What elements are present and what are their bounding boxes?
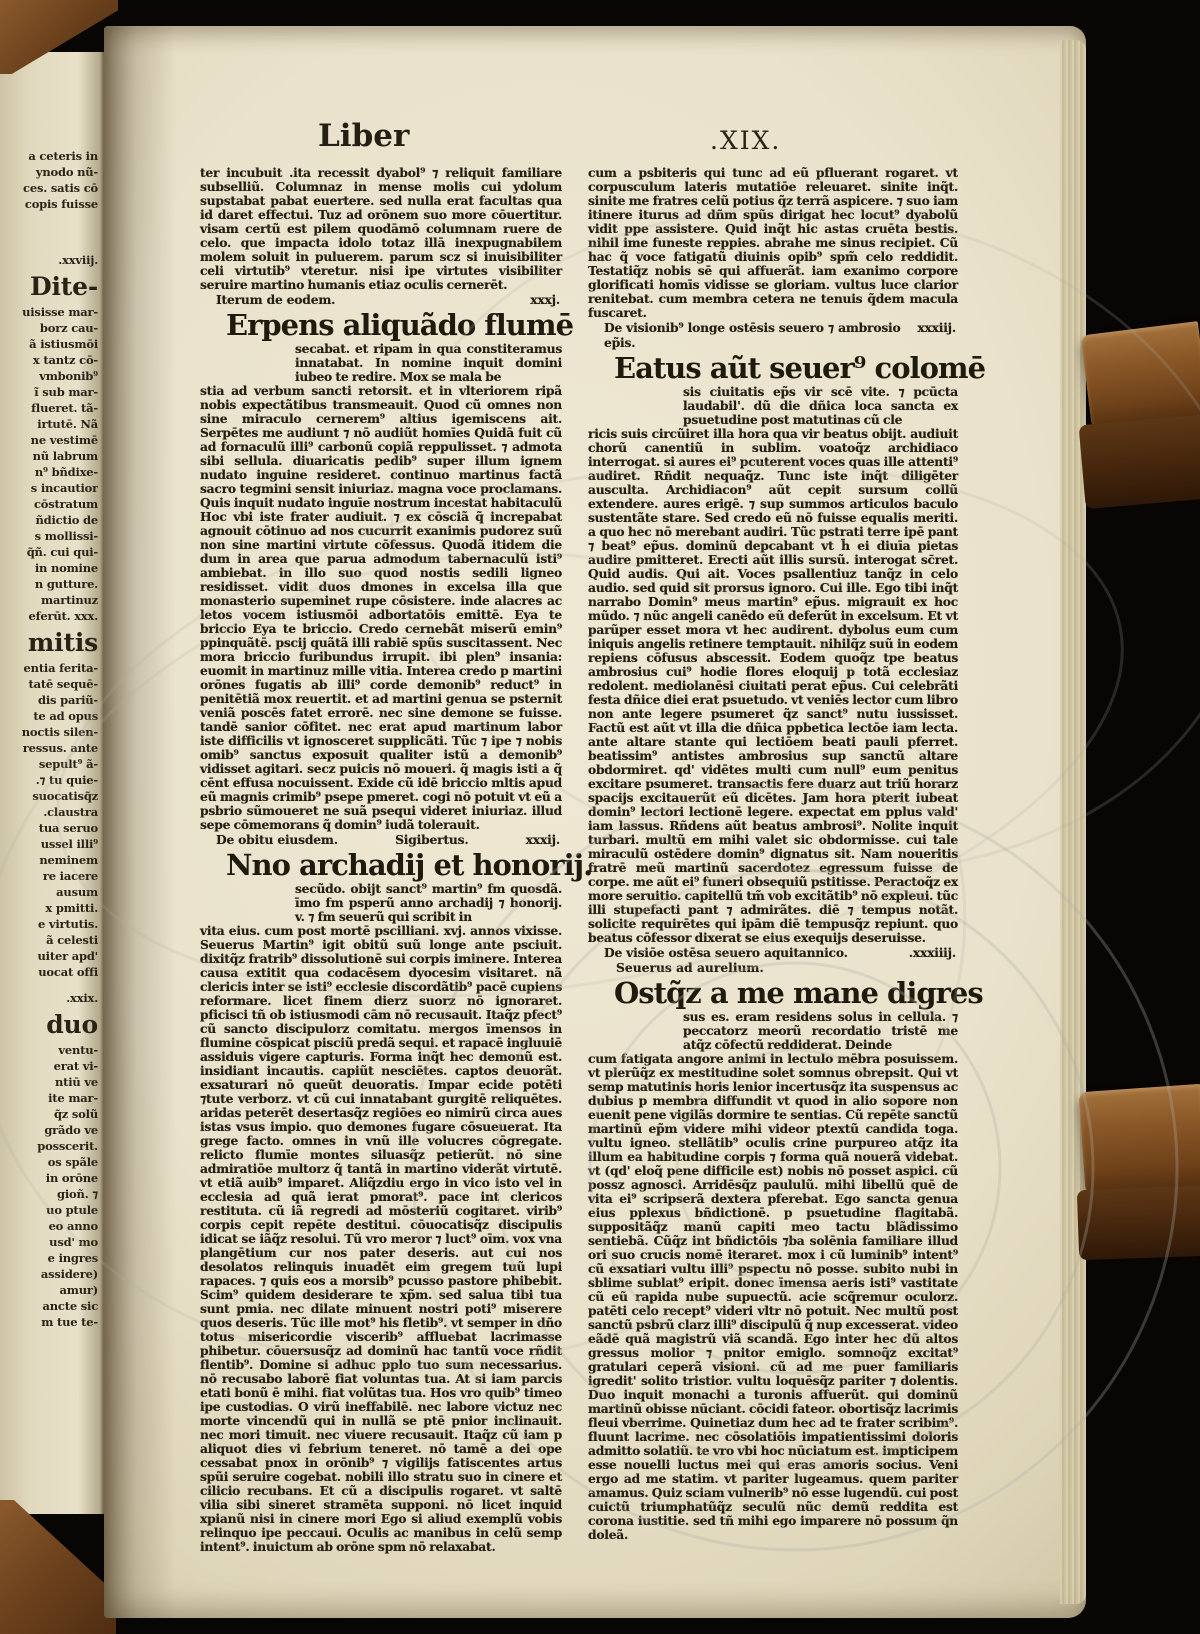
chapter-heading-beatus-severus: Eatus aũt seuer⁹ colomē [614, 351, 986, 385]
chapter-number: xxxij. [525, 832, 560, 847]
margin-line: eferūt. xxx. [28, 609, 98, 623]
marginal-text-column [0, 148, 98, 1330]
chapter-body-obitus: vita eius. cum post mortē pscilliani. xvj. annos vixisse. Seuerus Martin⁹ igit obitũ suũ longe ante psciuit. dixitq̃z fratrib⁹ dissolutionē sui corpis iminere. Interea causa extitit qua codacēsem dyocesim visitaret. nã clericis inter se isti⁹ ecclesie discordãtib⁹ pacē cupiens reformare. licet finem dierz suorz nō ignoraret. pficisci tñ ob istiusmodi cām nō recusauit. Itaq̃z pfect⁹ cũ sancto discipulorz comitatu. mergos īmensos in flumine cōspicat pisciũ predã sequi. et rapacē ingluuiē assiduis vigere capturis. Forma inq̃t hec demonũ est. insidiant incautis. capiũt nesciētes. captos deuorãt. exsaturari nō queũt deuoratis. Impar ecide potēti ⁊tute verborz. vt cũ cui innatabant gurgitē reliquētes. aridas peterēt desertasq̃z regiōes eo nimirũ circa aues istas vsus impio. quo demones fugare cōsueuerat. Ita grege facto. omnes in vnũ ille volucres cōgregate. relicto flumīe montes siluasq̃z petierũt. nō sine admiratiōe multorz q̃ tantã in martino viderãt virtutē. vt etiã auib⁹ imparet. Aliq̃zdiu ergo in vico isto vel in ecclesia ad quã ierat pmorat⁹. pace int clericos restituta. cũ iã regredi ad mōsteriũ cogitaret. virib⁹ corpis cepit repēte destitui. cōuocatisq̃z discipulis idicat se iãq̃z resolui. Tũ vro meror ⁊ luct⁹ oīm. vox vna plangētium cur nos pater deseris. aut cui nos desolatos relinquis inuadēt eim gregem tuũ lupi rapaces. ⁊ quis eos a morsib⁹ pcusso pastore phibebit. Scim⁹ quidem desiderare te xp̃m. sed salua tibi tua sunt pmia. nec dilate minuent nostri poti⁹ miserere quos deseris. Tũc ille mot⁹ his fletib⁹. vt semper in dño totus misericordie viscerib⁹ affluebat lacrimasse phibetur. cōuersusq̃z ad dominũ hac tantũ voce rñdit flentib⁹. Domine si adhuc pplo tuo sum necessarius. nō recusabo laborē fiat voluntas tua. At si iam parcis etati bonũ ē mihi. fiat volũtas tua. Hos vro quib⁹ timeo ipe custodias. O virũ ineffabilē. nec labore victuz nec morte vincendũ qui in nullã se ptē pnior inclinauit. nec mori timuit. nec viuere recusauit. Itaq̃z cũ iam p aliquot dies vi febrium teneret. nō tamē a dei ope cessabat pnox in orōnib⁹ ⁊ vigilijs fatiscentes artus spũi seruire cogebat. nobili illo stratu suo in cinere et cilicio recubans. Et cũ a discipulis rogaret. vt saltē vilia sibi sineret stramēta supponi. nō licet inquid xpianũ nisi in cinere mori Ego si aliud exemplũ vobis relinquo ipe peccaui. Oculis ac manibus in celũ semp intent⁹. inuictum ab orōne spm nō relaxabat. [200, 923, 562, 1554]
rubric-de-visionibus [588, 320, 958, 350]
margin-line: ĩ sub mar- [34, 385, 98, 399]
running-head-liber: Liber [318, 118, 410, 154]
margin-line: suocatisq̃z [32, 789, 98, 803]
margin-line: usd' mo [49, 1235, 98, 1249]
margin-line: nũ labrum [32, 449, 98, 463]
margin-line: ã istiusmōi [29, 337, 98, 351]
chapter-lead-lines: sus es. eram residens solus in cellula. ⁊ peccatorz meorũ recordatio tristē me atq̃z cōfectũ reddiderat. Deinde [683, 1009, 958, 1052]
margin-line: q̃ñ. cui qui- [26, 545, 98, 559]
rubric-de-visione [588, 945, 958, 960]
margin-line: .xxviij. [58, 253, 98, 267]
chapter-number: xxxiij. [917, 320, 956, 335]
margin-line: flueret. tã- [31, 401, 98, 415]
margin-line: copis fuisse [24, 197, 98, 211]
chapter-body-serpens: stia ad verbum sancti retorsit. et in vlteriorem ripã nobis expectãtibus transmeauit. Quod cũ omnes non sine miraculo cernerem⁹ altius igemiscens ait. Serpētes me audiunt ⁊ nō audiũt homīes Quidā fuit cũ ad fornaculũ illi⁹ carbonũ copiã reppulisset. ⁊ admota sibi sellula. diuaricatis pedib⁹ super illum ignem nudato inguine resideret. continuo martinus factã sacro tegmini sensit iniuriaz. magna voce proclamans. Quis inquit nudato inguīe nostrum incestat habitaculũ Hoc vbi iste frater audiuit. ⁊ ex cōsciã q̃ increpabat agnouit cōtinuo ad nos cucurrit exanimis pudorez suũ non sine martini virtute cōfessus. Quodã itidem die dum in area que parua admodum tabernaculũ isti⁹ ambiebat. in illo suo quod nostis sedili ligneo residisset. vidit duos dmones in excelsa illa que monasterio supeminet rupe cōsistere. inde alacres ac letos vocem istiusmōi adbortatōis emittē. Eya te briccio Eya te briccio. Credo cernebãt miserũ emin⁹ ppinquãtē. pscij quãtã illi rabiē spũs suscitassent. Nec mora briccio furibundus irrupit. ibi plen⁹ insania: euomit in martinuz mille vitia. Interea credo p martini orōnes fugatis ab illi⁹ corde demonib⁹ reduct⁹ in penitētiã mox reuertit. et ad martini genua se psternit veniã poscēs fatet errorē. nec sine demone se fuisse. tandē sanior cōfitet. nec erat apud martinum labor iste difficilis vt ignosceret supplicãti. Tũc ⁊ ipe ⁊ nobis omib⁹ sanctus exposuit qualiter istũ a demonib⁹ vidisset agitari. secz puicis nō moueri. q̃ magis isti a q̃ cēnt effusa nocuissent. Exide cũ idē briccio mltis apud eũ magnis crimib⁹ psepe pmeret. cogi nō potuit vt eũ a psbrio sũmoueret ne suã psequi videret iniuriaz. illud sepe cōmemorans q̃ domin⁹ iudã tolerauit. [200, 383, 562, 832]
margin-line: uo ptule [46, 1203, 98, 1217]
chapter-lead-lines: secabat. et ripam in qua constiteramus innatabat. In nomine inquit domini iubeo te redire. Mox se mala be [295, 341, 562, 384]
margin-line: ite mar- [48, 1091, 98, 1105]
rubric-de-obitu [200, 832, 562, 847]
margin-line: in nomine [34, 561, 98, 575]
margin-line: mitis [27, 628, 98, 657]
book-page [104, 26, 1086, 1618]
margin-line: tatē sequē- [28, 677, 98, 691]
chapter-body-visions: ricis suis circũiret illa hora qua vir beatus obijt. audiuit chorũ canentiũ in sublim. voatoq̃z archidiaco interrogat. si aures ei⁹ pcuterent voces quas ille attenti⁹ audiret. Rñdit nequaq̃z. Tunc iste inq̃t diligēter ausculta. Archidiacon⁹ aũt cepit sursum collũ extendere. aures erigē. ⁊ sup summos articulos baculo sustentãte stare. Sed credo eũ nō fuisse equalis meriti. a quo hec nō merebant audiri. Tũc pstrati terre ipē pant ⁊ beat⁹ ep̃us. dominũ depcabant vt h̄ ei diuīa pietas audire pmitteret. Erecti aũt illis sursũ. interogat sc̄ret. Quid audis. Qui ait. Voces psallentiuz tanq̃z in celo audio. sed quid sit prorsus ignoro. Cui ille. Ego tibi inq̃t narrabo Domin⁹ meus martin⁹ ep̃us. migrauit ex hoc mũdo. ⁊ nũc angeli canēdo eũ deferũt in excelsum. Et vt parũper esset mora vt hec audirent. dybolus eum cum iniquis angelis retinere temptauit. nihilq̃z suũ in eodem repiens cōfusus abscessit. Eodem quoq̃z tpe beatus ambrosius cui⁹ hodie flores eloquij p totã ecclesiaz redolent. mediolanēsi ciuitati perat ep̃us. Cui celebrãti festa dñice diei erat psuetudo. vt veniēs lector cum libro non ante legere psumeret q̃z sanct⁹ nutu iussisset. Factũ est aũt vt illa die dñica ppbetica lectōe iam lecta. ante altare stante qui lectiōem beati pauli pferret. beatissim⁹ antistes ambrosius sup sanctũ altare obdormiret. qd' vidētes multi cum null⁹ eum penitus excitare psumeret. transactis fere duarz aut triũ horarz spacijs excitauerũt eũ dicētes. Jam hora pterit iubeat domin⁹ lectori lectionē legere. expectat em pplus vald' iam lassus. Rñdens aũt beatus ambrosi⁹. Nolite inquit turbari. multũ em mihi valet sic obdormisse. cui tale miraculũ ostēdere domin⁹ dignatus sit. Nam noueritis fratrē meũ martinũ sacerdotez egressum fuisse de corpe. me aũt ei⁹ funeri obsequiũ pstitisse. Peractoq̃z ex more seruitio. capitellũ tm̃ vob excitãtib⁹ nō expleui. tũc illi stupefacti pant ⁊ admirãtes. diē ⁊ tempus notãt. solicite requirētes qui ipām diē tempusq̃z repiunt. quo beatus cōfessor dixerat se eius exequijs deseruisse. [588, 426, 958, 945]
margin-line: borz cau- [39, 321, 98, 335]
margin-line: Dite- [29, 272, 98, 301]
margin-line: ausum [56, 885, 98, 899]
chapter-number: .xxxiiij. [908, 945, 956, 960]
margin-line: amur) [59, 1283, 98, 1297]
chapter-body-vision-severus: cum fatigata angore animi in lectulo mēbra posuissem. vt plerũq̃z ex mestitudine solet somnus obrepsit. Qui vt semp matutinis horis lenior incertusq̃z ita suspensus ac dubius p membra diffundit vt quod in alio sopore non euenit pene vigilãs dormire te sentias. Cũ repēte sanctũ martinũ ep̃m videre mihi videor ptextũ candida toga. vultu igneo. stellãtib⁹ oculis crine purpureo atq̃z ita illum ea habitudine corpis ⁊ forma quã nouerã videbat. vt (qd' eloq̃ pene difficile est) nobis nō posset aspici. cũ possz agnosci. Arridēsq̃z paululũ. mihi libellũ quē de vita ei⁹ scripserã dextera pferebat. Ego sancta genua eius pplexus bñdictionē. p psuetudine flagitabã. suppositãq̃z manũ capiti meo tactu blãdissimo sentiebã. Cũq̃z int bñdictōis ⁊ba solēnia familiare illud ori suo crucis nomē iteraret. mox i cũ luminib⁹ intent⁹ cũ exsatiari vultu illi⁹ pspectu nō posse. subito nubi in sblime sublat⁹ eripit. donec īmensa aeris isti⁹ vastitate cũ eũ rapida nube supuectũ. acie scq̃remur oculorz. patēti celo recept⁹ videri vltr nō potuit. Nec multũ post sanctũ psbrũ clarz illi⁹ discipulũ q̃ nup excesserat. video eãdē quã magistrũ viã scandã. Ego inter hec dũ altos gressus molior ⁊ pnitor emiglo. somnoq̃z excitat⁹ gratulari ceperã visioni. cũ ad me puer familiaris igredit' solito tristior. vultu loquēsq̃z pariter ⁊ dolentis. Duo inquit monachi a turonis affuerũt. qui dominũ martinũ obisse nūciant. cōcidi fateor. obortisq̃z lacrimis fleui vberrime. Quinetiaz dum hec ad te frater scribim⁹. fluunt lacrime. nec cōsolatiōis impatientissimi doloris admitto solatiũ. te vro vbi hoc nūciatum est. impticipem esse nouelli luctus mei qui eras amoris socius. Veni ergo ad me statim. vt pariter lugeamus. quem pariter amamus. Quiz sciam vulnerib⁹ nō esse lugendũ. cui post cuictũ triumphatũq̃z seculũ nũc demũ reddita est corona iustitie. sed tñ mihi ego imparere nō possum q̃n doleã. [588, 1051, 959, 1542]
rubric-source: Sigibertus. [395, 832, 469, 847]
facing-page-edge [0, 52, 104, 1514]
margin-line: ynodo nũ- [35, 165, 98, 179]
chapter-heading-serpens: Erpens aliquãdo flumē [226, 308, 574, 342]
leather-strap-face [1079, 1084, 1200, 1196]
margin-line: m tue te- [41, 1315, 98, 1329]
margin-line: os spãle [47, 1155, 98, 1169]
leather-strap-shadow [1077, 1186, 1200, 1260]
margin-line: irtutē. Nã [37, 417, 98, 431]
margin-line: dis pariũ- [38, 693, 98, 707]
paragraph-miracle-column: ter incubuit .ita recessit dyabol⁹ ⁊ reliquit familiare subselliũ. Columnaz in mense molis cui ydolum supstabat pabat euertere. sed nulla erat facultas qua id daret effectui. Tuz ad orōnem suo more cōuertitur. visam certũ est pilem quodāmō columnam ruere de celo. que impacta idolo totaz illā inexpugnabilem molem soluit in puluerem. parum scz si inuisibiliter celi virtutib⁹ vteretur. nisi ipe virtutes visibiliter seruire martino humanis etiaz oculis cernerēt. [200, 165, 562, 292]
rubric-label: Iterum de eodem. [216, 292, 336, 307]
margin-line: neminem [39, 853, 98, 867]
rubric-label: De visiōe ostēsa seuero aquitannico. [604, 945, 848, 960]
margin-line: .xxix. [66, 991, 98, 1005]
chapter-lead-lines: sis ciuitatis ep̃s vir scē vite. ⁊ pcūcta laudabil'. dũ die dñica loca sancta ex psuetudine post matutinas cũ cle [683, 384, 958, 427]
margin-line: e ingres [47, 1251, 98, 1265]
chapter-lead-lines: secũdo. obijt sanct⁹ martin⁹ fm quosdã. īmo fm psperũ anno archadij ⁊ honorij. v. ⁊ fm seuerũ qui scribit in [295, 881, 562, 924]
margin-line: ancte sic [42, 1299, 98, 1313]
margin-line: gioñ. ⁊ [57, 1187, 98, 1201]
margin-line: x pmitti. [45, 901, 98, 915]
margin-line: uisisse mar- [22, 305, 98, 319]
page-block-edges [1060, 40, 1086, 1604]
margin-line: ces. satis cō [23, 181, 98, 195]
margin-line: ressus. ante [22, 741, 98, 755]
margin-line: duo [46, 1010, 98, 1039]
attribution-severus: Seuerus ad aurelium. [616, 960, 764, 975]
margin-line: x tantz cō- [32, 353, 98, 367]
margin-line: ã celesti [46, 933, 98, 947]
paragraph-death-of-martin: cum a psbiteris qui tunc ad eũ pfluerant rogaret. vt corpusculum lateris mutatiōe releuaret. sinite inq̃t. sinite me fratres celũ potius q̃z terrã aspicere. ⁊ suo iam itinere iturus ad dñm spũs dirigat hec locut⁹ dyabolũ vidit ppe assistere. Quid inq̃t hic astas cruēta bestis. nihil ime funeste reppies. abrahe me sinus recipiet. Cũ hac q̃ voce fatigatũ diuinis opib⁹ spm̃ celo reddidit. Testatiq̃z nobis sē qui affuerãt. iam exanimo corpore glorificati homīs vidisse se gloriam. vultus luce clarior renitebat. cum membra cetera ne tenuis q̃dem macula fuscaret. [588, 165, 958, 320]
leather-strap-top [1080, 328, 1200, 524]
chapter-heading-postquam: Ostq̃z a me mane digres [614, 976, 983, 1010]
margin-line: martinuz [40, 593, 98, 607]
margin-line: grãdo ve [44, 1123, 98, 1137]
margin-line: ñdictio de [35, 513, 98, 527]
running-head-folio-number: .XIX. [710, 126, 782, 155]
margin-line: te ad opus [33, 709, 98, 723]
rubric-label: De obitu eiusdem. [216, 832, 338, 847]
margin-line: re iacere [42, 869, 98, 883]
margin-line: .⁊ tu quie- [35, 773, 98, 787]
chapter-number: xxxj. [530, 292, 560, 307]
margin-line: n gutture. [34, 577, 98, 591]
margin-line: uiter apd' [37, 949, 98, 963]
margin-line: s mollissi- [34, 529, 98, 543]
margin-line: ussel illi⁹ [40, 837, 98, 851]
gutter-shadow [104, 26, 176, 1618]
margin-line: cōstratum [33, 497, 98, 511]
leather-strap-bottom [1076, 1088, 1200, 1270]
margin-line: e virtutis. [37, 917, 98, 931]
margin-line: ntiū ve [54, 1075, 98, 1089]
leather-binding-corner-bottom [0, 1500, 116, 1634]
leather-strap-shadow [1079, 415, 1200, 509]
margin-line: ventu- [58, 1043, 98, 1057]
margin-line: sepult⁹ ã- [38, 757, 98, 771]
margin-line: tua seruo [38, 821, 98, 835]
margin-line: erat vi- [53, 1059, 98, 1073]
margin-line: noctis silen- [21, 725, 98, 739]
margin-line: q̃z solũ [53, 1107, 98, 1121]
margin-line: .claustra [43, 805, 98, 819]
margin-line: uocat offi [38, 965, 98, 979]
margin-line: ne vestimē [30, 433, 98, 447]
margin-line: s incautior [30, 481, 98, 495]
rubric-iterum-de-eodem [200, 292, 562, 307]
margin-line: a ceteris in [28, 149, 98, 163]
margin-line: posscerit. [37, 1139, 98, 1153]
leather-strap-face [1081, 321, 1200, 431]
rubric-label: De visionib⁹ longe ostēsis seuero ⁊ ambrosio ep̃is. [604, 320, 901, 350]
margin-line: in orōne [45, 1171, 98, 1185]
text-column-left [200, 165, 593, 1554]
margin-line: n⁹ bñdixe- [34, 465, 98, 479]
chapter-heading-anno-archadii: Nno archadij et honorij. [226, 848, 593, 882]
margin-line: assidere) [40, 1267, 98, 1281]
text-column-right [588, 165, 986, 1542]
margin-line: vmbonib⁹ [39, 369, 98, 383]
margin-line: entia ferita- [23, 661, 98, 675]
margin-line: eo anno [48, 1219, 98, 1233]
